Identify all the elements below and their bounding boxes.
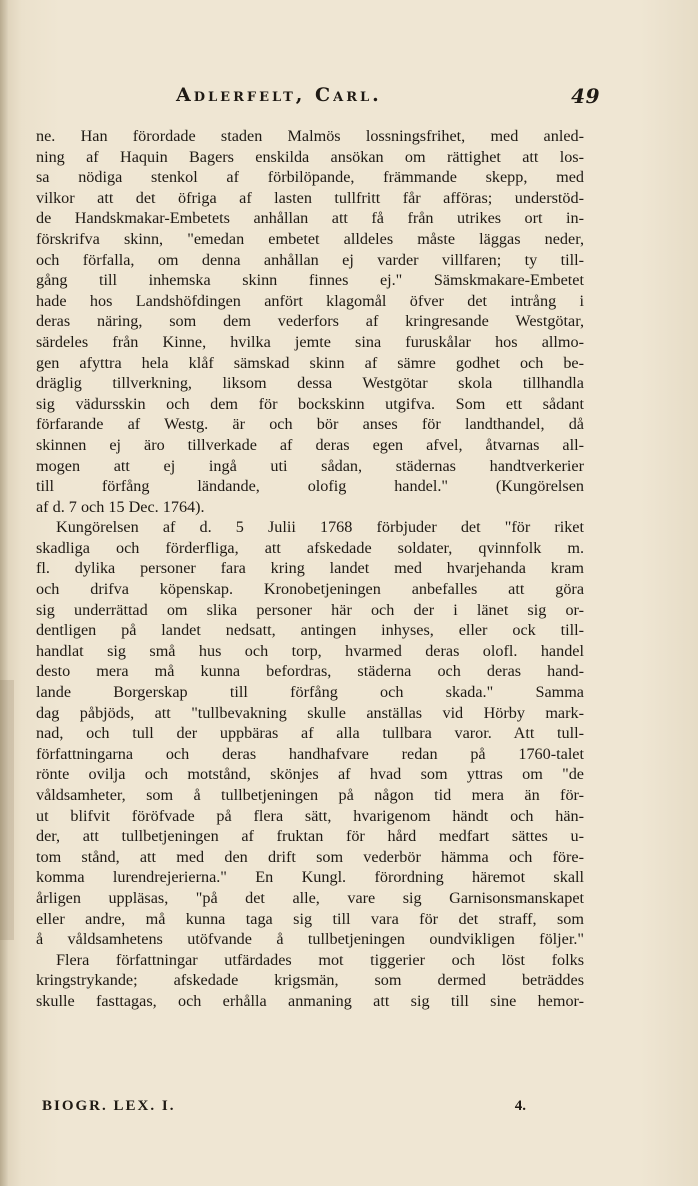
text-line: Kungörelsen af d. 5 Julii 1768 förbjuder det "för riket — [56, 518, 584, 537]
text-line: årligen uppläsas, "på det alle, vare sig Garnisonsmanskapet — [36, 888, 584, 907]
text-line: handlat sig små hus och torp, hvarmed deras olofl. handel — [36, 641, 584, 660]
text-line: gång till inhemska skinn finnes ej." Sämskmakare-Embetet — [36, 271, 584, 290]
text-line: lande Borgerskap till förfång och skada." Samma — [36, 683, 584, 702]
text-line: dräglig tillverkning, liksom dessa Westgötar skola tillhandla — [36, 374, 584, 393]
text-line: förfarande af Westg. är och bör anses för landthandel, då — [36, 415, 584, 434]
signature-mark: BIOGR. LEX. I. — [42, 1098, 176, 1114]
text-line: rönte ovilja och motstånd, skönjes af hvad som yttras om "de — [36, 765, 584, 784]
text-line: Flera författningar utfärdades mot tiggerier och löst folks — [56, 950, 584, 969]
text-line: å våldsamhetens utöfvande å tullbetjeningen oundvikligen följer." — [36, 930, 584, 949]
text-line: skulle fasttagas, och erhålla anmaning att sig till sine hemor- — [36, 991, 584, 1010]
text-line: desto mera må kunna befordras, städerna och deras hand- — [36, 662, 584, 681]
text-line: skinnen ej äro tillverkade af deras egen afvel, åtvarnas all- — [36, 435, 584, 454]
text-line: ne. Han förordade staden Malmös lossningsfrihet, med anled- — [36, 127, 584, 145]
text-line: deras näring, som dem vederfors af kringresande Westgötar, — [36, 312, 584, 331]
text-line: ut blifvit föröfvade på flera sätt, hvarigenom händt och hän- — [36, 806, 584, 825]
text-line: gen afyttra hela klåf sämskad skinn af sämre godhet och be- — [36, 353, 584, 372]
text-line: och drifva köpenskap. Kronobetjeningen anbefalles att göra — [36, 580, 584, 599]
text-line: sa nödiga stenkol af förbilöpande, främmande skepp, med — [36, 168, 584, 187]
page-number: 49 — [571, 84, 600, 108]
body-text — [36, 126, 584, 1012]
text-line: dag påbjöds, att "tullbevakning skulle anställas vid Hörby mark- — [36, 703, 584, 722]
text-line: ning af Haquin Bagers enskilda ansökan om rättighet att los- — [36, 147, 584, 166]
text-line: vilkor att det öfriga af lasten tullfritt får afföras; understöd- — [36, 188, 584, 207]
text-line: sig vädursskin och dem för bockskinn utgifva. Som ett sådant — [36, 394, 584, 413]
text-line: författningarna och deras handhafvare redan på 1760-talet — [36, 744, 584, 763]
text-line: sig underrättad om slika personer här och der i länet sig or- — [36, 600, 584, 619]
page-footer — [42, 1098, 526, 1122]
text-line: de Handskmakar-Embetets anhållan att få från utrikes ort in- — [36, 209, 584, 228]
text-line: mogen att ej ingå uti sådan, städernas handtverkerier — [36, 456, 584, 475]
running-head-title: Adlerfelt, Carl. — [176, 84, 382, 106]
text-line: komma lurendrejerierna." En Kungl. förordning häremot skall — [36, 868, 584, 887]
text-line: nad, och tull der uppbäras af alla tullbara varor. Att tull- — [36, 724, 584, 743]
text-line: af d. 7 och 15 Dec. 1764). — [36, 497, 205, 516]
text-line: skadliga och förderfliga, att afskedade soldater, qvinnfolk m. — [36, 538, 584, 557]
text-line: till förfång ländande, olofig handel." (Kungörelsen — [36, 477, 584, 496]
text-line: fl. dylika personer fara kring landet med hvarjehanda kram — [36, 559, 584, 578]
text-line: särdeles från Kinne, hvilka jemte sina furuskålar hos allmo- — [36, 332, 584, 351]
text-line: tom stånd, att med den drift som vederbör hämma och före- — [36, 847, 584, 866]
page-stain — [0, 680, 14, 940]
gathering-number: 4. — [514, 1098, 526, 1114]
text-line: der, att tullbetjeningen af fruktan för hård medfart sättes u- — [36, 827, 584, 846]
text-line: och förfalla, om denna anhållan ej varder villfaren; ty till- — [36, 250, 584, 269]
page-spine-shadow — [0, 0, 8, 1186]
text-line: hade hos Landshöfdingen anfört klagomål öfver det intrång i — [36, 291, 584, 310]
running-head — [176, 84, 600, 114]
text-line: kringstrykande; afskedade krigsmän, som dermed beträddes — [36, 971, 584, 990]
text-line: våldsamheter, som å tullbetjeningen på någon tid mera än för- — [36, 786, 584, 804]
text-line: eller andre, må kunna taga sig till vara för det straff, som — [36, 909, 584, 928]
text-line: förskrifva skinn, "emedan embetet alldeles måste läggas neder, — [36, 229, 584, 248]
text-line: dentligen på landet nedsatt, antingen inhyses, eller ock till- — [36, 621, 584, 640]
